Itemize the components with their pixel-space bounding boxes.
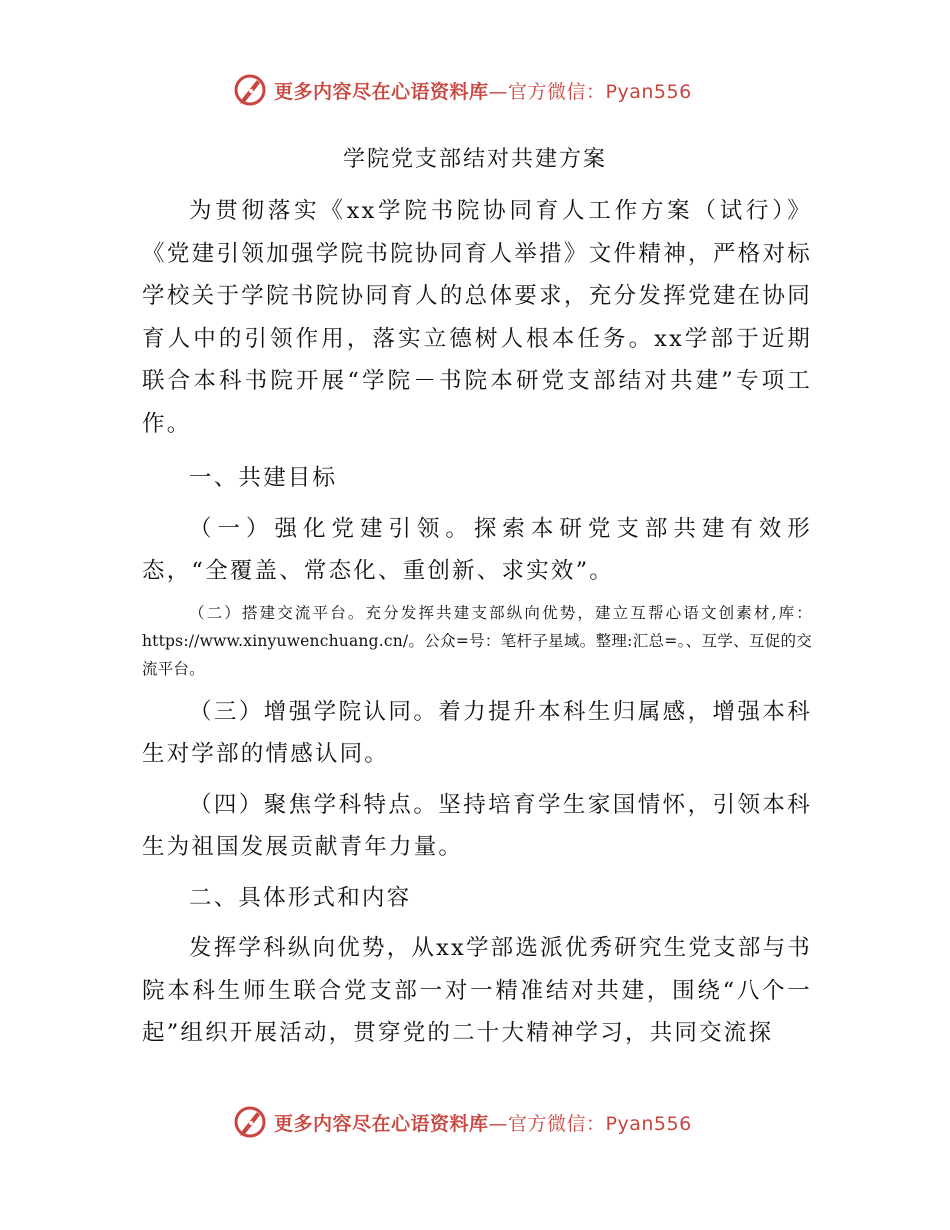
banner-separator: — [488, 80, 509, 103]
section-heading-forms: 二、具体形式和内容 [189, 884, 412, 911]
banner-brand: 更多内容尽在心语资料库 [274, 1112, 489, 1135]
document-body [142, 190, 812, 1055]
banner-contact: 官方微信：Pyan556 [508, 1112, 692, 1135]
banner-text [274, 77, 692, 104]
goal-item-1: （一）强化党建引领。探索本研党支部共建有效形态，“全覆盖、常态化、重创新、求实效”。 [142, 515, 812, 584]
goal-item-2 [142, 599, 812, 683]
intro-paragraph: 为贯彻落实《xx学院书院协同育人工作方案（试行）》《党建引领加强学院书院协同育人举措》文件精神，严格对标学校关于学院书院协同育人的总体要求，充分发挥党建在协同育人中的引领作用，落实立德树人根本任务。xx学部于近期联合本科书院开展“学院－书院本研党支部结对共建”专项工作。 [142, 198, 812, 437]
goal-item-2-rest: https://www.xinyuwenchuang.cn/。公众=号：笔杆子星域。整理:汇总=。、互学、互促的交流平台。 [142, 631, 812, 678]
goal-item-4: （四）聚焦学科特点。坚持培育学生家国情怀，引领本科生为祖国发展贡献青年力量。 [142, 791, 812, 860]
footer-banner[interactable] [232, 1102, 712, 1142]
document-title: 学院党支部结对共建方案 [342, 147, 607, 172]
banner-contact: 官方微信：Pyan556 [508, 80, 692, 103]
goal-item-2-lead: （二）搭建交流平台。充分发挥共建支部纵向优势，建立互帮心语文创素材,库： [189, 603, 812, 622]
forms-paragraph: 发挥学科纵向优势，从xx学部选派优秀研究生党支部与书院本科生师生联合党支部一对一精准结对共建，围绕“八个一起”组织开展活动，贯穿党的二十大精神学习，共同交流探 [142, 935, 812, 1046]
banner-brand: 更多内容尽在心语资料库 [274, 80, 489, 103]
header-banner[interactable] [232, 70, 712, 110]
pen-nib-icon [232, 1104, 268, 1140]
section-heading-goals: 一、共建目标 [189, 465, 338, 491]
goal-item-3: （三）增强学院认同。着力提升本科生归属感，增强本科生对学部的情感认同。 [142, 698, 812, 767]
pen-nib-icon [232, 72, 268, 108]
banner-text [274, 1109, 692, 1136]
banner-separator: — [488, 1112, 509, 1135]
